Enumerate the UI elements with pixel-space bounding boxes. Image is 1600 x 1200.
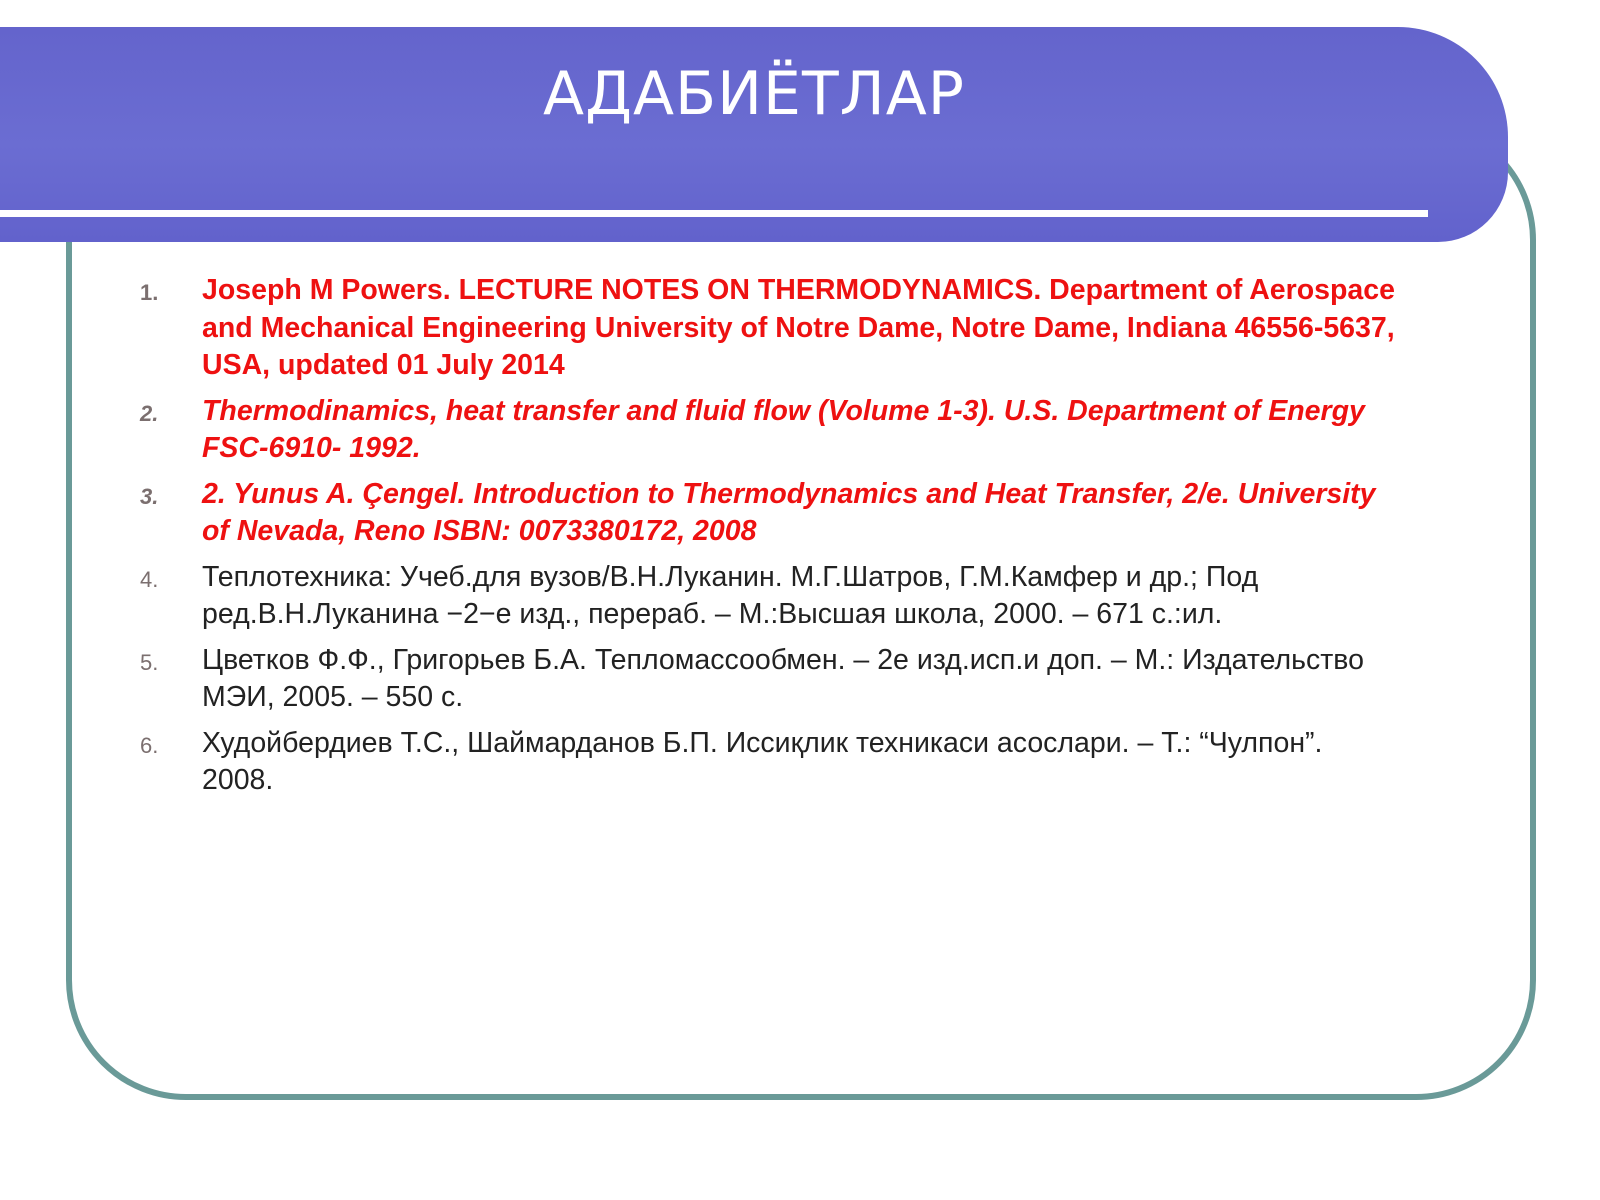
reference-item-1 — [140, 272, 1400, 385]
reference-text: Thermodinamics, heat transfer and fluid flow (Volume 1-3). U.S. Department of Energy FSC-6910- 1992. — [202, 394, 1365, 464]
reference-number: 1. — [140, 280, 159, 305]
reference-item-5 — [140, 642, 1400, 717]
reference-item-4 — [140, 559, 1400, 634]
reference-item-3 — [140, 476, 1400, 551]
reference-number: 5. — [140, 649, 159, 675]
reference-number: 4. — [140, 566, 159, 592]
reference-number: 2. — [140, 400, 159, 426]
reference-item-2 — [140, 393, 1400, 468]
reference-text: 2. Yunus A. Çengel. Introduction to Thermodynamics and Heat Transfer, 2/e. University of Nevada, Reno ISBN: 0073380172, 2008 — [202, 477, 1376, 547]
reference-list — [140, 272, 1400, 808]
reference-text: Joseph M Powers. LECTURE NOTES ON THERMODYNAMICS. Department of Aerospace and Mechanical Engineering University of Notre Dame, Notre Dame, Indiana 46556-5637, USA, updated 01 July 2014 — [202, 274, 1395, 381]
reference-text: Теплотехника: Учеб.для вузов/В.Н.Луканин. М.Г.Шатров, Г.М.Камфер и др.; Под ред.В.Н.Луканина −2−е изд., перераб. – М.:Высшая школа, 2000. – 671 с.:ил. — [202, 560, 1259, 630]
reference-number: 3. — [140, 483, 159, 509]
reference-number: 6. — [140, 732, 159, 758]
reference-text: Цветков Ф.Ф., Григорьев Б.А. Тепломассообмен. – 2е изд.исп.и доп. – М.: Издательство МЭИ, 2005. – 550 с. — [202, 643, 1364, 713]
slide-title: АДАБИЁТЛАР — [543, 59, 965, 129]
title-underline — [0, 210, 1428, 217]
reference-text: Худойбердиев Т.С., Шаймарданов Б.П. Иссиқлик техникаси асослари. – Т.: “Чулпон”. 2008. — [202, 726, 1323, 796]
reference-item-6 — [140, 725, 1400, 800]
